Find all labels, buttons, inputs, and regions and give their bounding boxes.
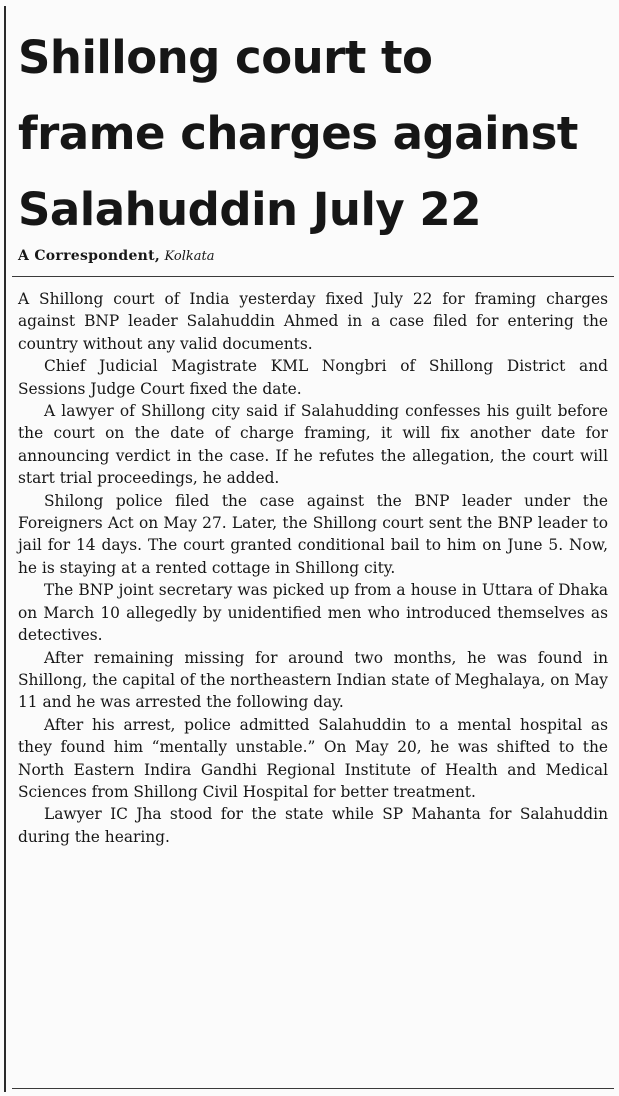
headline-line-1: Shillong court to xyxy=(18,31,433,84)
bottom-divider xyxy=(12,1088,614,1089)
headline-line-2: frame charges against xyxy=(18,107,578,160)
paragraph-5: The BNP joint secretary was picked up from a house in Uttara of Dhaka on March 10 allegedly by unidentified men who introduced themselves as detectives. xyxy=(18,581,608,645)
headline-line-3: Salahuddin July 22 xyxy=(18,183,482,236)
byline-location: Kolkata xyxy=(164,249,215,264)
headline xyxy=(18,20,614,248)
paragraph-7: After his arrest, police admitted Salahuddin to a mental hospital as they found him “mentally unstable.” On May 20, he was shifted to the North Eastern Indira Gandhi Regional Institute of Health and Medical Sciences from Shillong Civil Hospital for better treatment. xyxy=(18,715,608,801)
paragraph-8: Lawyer IC Jha stood for the state while SP Mahanta for Salahuddin during the hearing. xyxy=(18,805,608,846)
byline-divider xyxy=(12,276,614,277)
article-body xyxy=(18,288,608,848)
paragraph-4: Shilong police filed the case against the BNP leader under the Foreigners Act on May 27. Later, the Shillong court sent the BNP leader to jail for 14 days. The court granted conditional bail to him on June 5. Now, he is staying at a rented cottage in Shillong city. xyxy=(18,491,608,577)
paragraph-6: After remaining missing for around two months, he was found in Shillong, the capital of the northeastern Indian state of Meghalaya, on May 11 and he was arrested the following day. xyxy=(18,648,608,712)
paragraph-3: A lawyer of Shillong city said if Salahudding confesses his guilt before the court on the date of charge framing, it will fix another date for announcing verdict in the case. If he refutes the allegation, the court will start trial proceedings, he added. xyxy=(18,402,608,488)
byline xyxy=(18,246,608,267)
column-rule-left xyxy=(4,6,6,1092)
byline-author: A Correspondent, xyxy=(18,248,161,264)
paragraph-1: A Shillong court of India yesterday fixed July 22 for framing charges against BNP leader Salahuddin Ahmed in a case filed for entering the country without any valid documents. xyxy=(18,290,608,353)
paragraph-2: Chief Judicial Magistrate KML Nongbri of Shillong District and Sessions Judge Court fixed the date. xyxy=(18,357,608,398)
